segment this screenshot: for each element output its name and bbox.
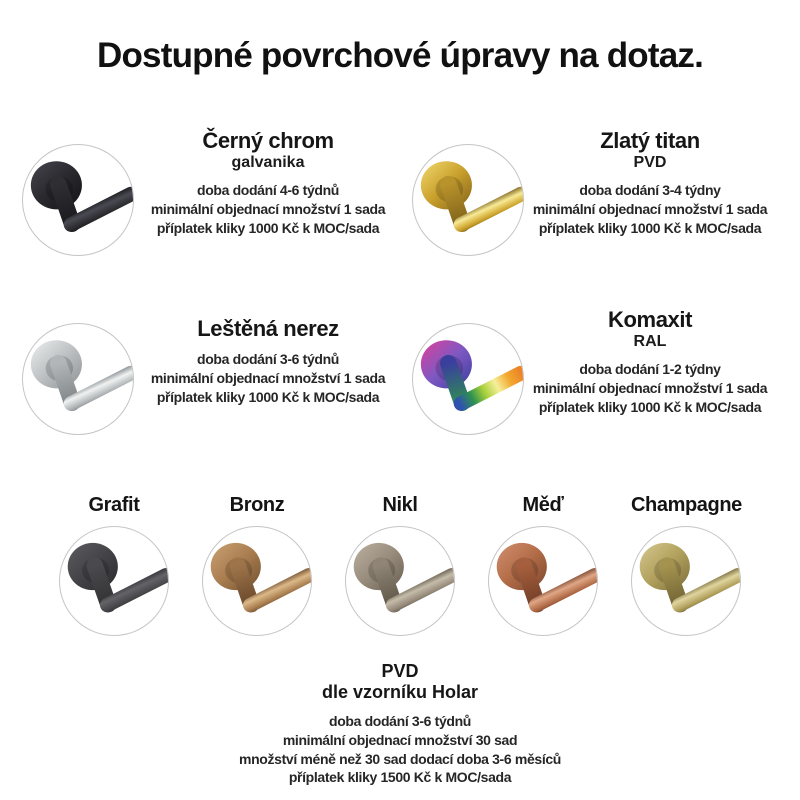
door-handle-image — [346, 527, 454, 635]
finish-text — [148, 317, 388, 406]
finish-detail-line: minimální objednací množství 1 sada — [150, 200, 386, 217]
finish-text — [530, 129, 770, 238]
door-handle-image — [23, 324, 133, 434]
finish-name: Měď — [522, 494, 564, 516]
finish-detail-line: doba dodání 3-6 týdnů — [197, 351, 339, 368]
finish-details — [530, 181, 770, 237]
door-handle-image — [413, 324, 523, 434]
finish-name: Komaxit — [608, 306, 692, 332]
finish-details — [148, 181, 388, 237]
door-handle-image — [413, 145, 523, 255]
finish-photo — [631, 526, 741, 636]
main-finishes-grid — [0, 120, 800, 459]
footer-detail-line: minimální objednací množství 30 sad — [282, 731, 518, 748]
footer-note — [0, 661, 800, 787]
page-title: Dostupné povrchové úpravy na dotaz. — [97, 36, 703, 75]
finish-text — [530, 308, 770, 417]
finish-photo — [22, 323, 134, 435]
finish-name: Zlatý titan — [600, 127, 700, 153]
footer-subtitle: dle vzorníku Holar — [321, 681, 479, 702]
finish-photo — [488, 526, 598, 636]
finish-detail-line: příplatek kliky 1000 Kč k MOC/sada — [538, 398, 762, 415]
finish-text — [148, 129, 388, 238]
finish-card-komaxit — [400, 299, 800, 459]
finish-detail-line: doba dodání 3-4 týdny — [579, 182, 721, 199]
finish-photo — [412, 323, 524, 435]
finish-card-lestena-nerez — [0, 299, 400, 459]
finish-name: Nikl — [382, 494, 418, 516]
footer-detail-line: doba dodání 3-6 týdnů — [329, 713, 471, 730]
finish-subtitle: galvanika — [231, 153, 305, 171]
finish-photo — [412, 144, 524, 256]
finish-detail-line: doba dodání 4-6 týdnů — [197, 182, 339, 199]
finish-name: Bronz — [229, 494, 285, 516]
finish-detail-line: příplatek kliky 1000 Kč k MOC/sada — [156, 219, 380, 236]
finish-detail-line: minimální objednací množství 1 sada — [532, 379, 768, 396]
finish-name: Leštěná nerez — [197, 316, 339, 342]
finish-detail-line: minimální objednací množství 1 sada — [532, 200, 768, 217]
finish-card-nikl — [345, 494, 455, 636]
finish-card-grafit — [59, 494, 169, 636]
finish-name: Černý chrom — [202, 127, 334, 153]
finish-photo — [202, 526, 312, 636]
finish-photo — [22, 144, 134, 256]
finish-card-zlaty-titan — [400, 120, 800, 280]
finish-name: Grafit — [88, 494, 140, 516]
finish-photo — [345, 526, 455, 636]
finish-card-cerny-chrom — [0, 120, 400, 280]
door-handle-image — [489, 527, 597, 635]
footer-title: PVD — [381, 661, 419, 681]
finish-card-bronz — [202, 494, 312, 636]
finish-name: Champagne — [631, 494, 742, 516]
finish-detail-line: příplatek kliky 1000 Kč k MOC/sada — [538, 219, 762, 236]
footer-details — [0, 712, 800, 786]
door-handle-image — [60, 527, 168, 635]
finish-detail-line: příplatek kliky 1000 Kč k MOC/sada — [156, 388, 380, 405]
footer-detail-line: příplatek kliky 1500 Kč k MOC/sada — [288, 769, 512, 786]
door-handle-image — [632, 527, 740, 635]
finish-card-med — [488, 494, 598, 636]
finish-detail-line: doba dodání 1-2 týdny — [579, 361, 721, 378]
finish-details — [530, 360, 770, 416]
finish-photo — [59, 526, 169, 636]
finish-detail-line: minimální objednací množství 1 sada — [150, 370, 386, 387]
door-handle-image — [203, 527, 311, 635]
finish-subtitle: RAL — [633, 332, 667, 350]
finish-subtitle: PVD — [633, 153, 667, 171]
finish-card-champagne — [631, 494, 741, 636]
footer-detail-line: množství méně než 30 sad dodací doba 3-6 měsíců — [239, 750, 561, 767]
small-finishes-row — [0, 494, 800, 636]
finish-details — [148, 350, 388, 406]
door-handle-image — [23, 145, 133, 255]
